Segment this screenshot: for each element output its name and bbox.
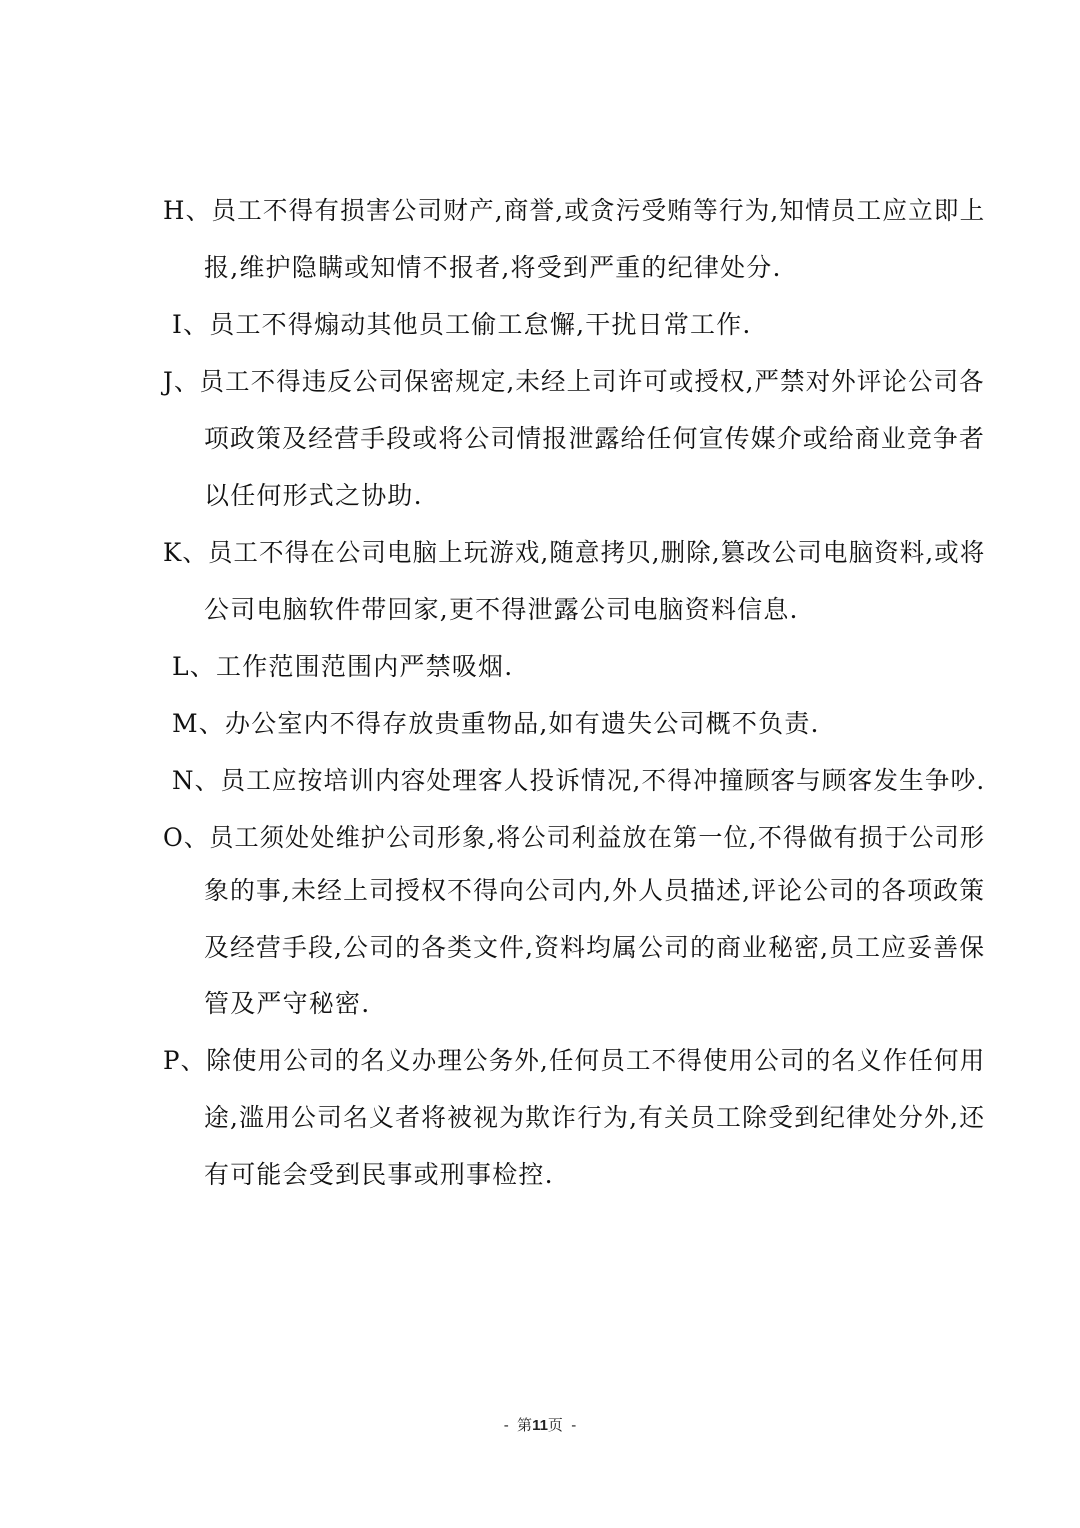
rule-line: 有可能会受到民事或刑事检控. [204,1160,554,1189]
rule-item-i [172,310,752,340]
rule-marker: H、 [163,196,212,225]
rule-marker: O、 [163,823,210,852]
rule-item-k [163,538,985,568]
rule-marker: M、 [172,709,225,738]
rule-item-h [163,196,985,226]
rule-marker: P、 [163,1046,207,1075]
rule-line: 员工不得有损害公司财产,商誉,或贪污受贿等行为,知情员工应立即上 [211,196,986,225]
rule-item-l [172,652,513,682]
rule-line: 公司电脑软件带回家,更不得泄露公司电脑资料信息. [204,595,799,624]
footer-suffix: 页 - [547,1417,577,1434]
rule-marker: L、 [172,652,217,681]
rule-line: 除使用公司的名义办理公务外,任何员工不得使用公司的名义作任何用 [206,1046,986,1075]
rule-line: 途,滥用公司名义者将被视为欺诈行为,有关员工除受到纪律处分外,还 [204,1103,986,1132]
rule-item-o [163,823,985,853]
rule-line: 员工须处处维护公司形象,将公司利益放在第一位,不得做有损于公司形 [209,823,986,852]
rule-line: 员工不得在公司电脑上玩游戏,随意拷贝,删除,篡改公司电脑资料,或将 [207,538,986,567]
rule-item-n [172,766,985,796]
rule-item-p [163,1046,985,1076]
page-footer [0,1416,1080,1436]
rule-marker: K、 [163,538,208,567]
rule-line: 员工不得违反公司保密规定,未经上司许可或授权,严禁对外评论公司各 [199,367,985,396]
rule-line: 办公室内不得存放贵重物品,如有遗失公司概不负责. [225,709,820,738]
rule-item-m [172,709,820,739]
rule-line: 员工应按培训内容处理客人投诉情况,不得冲撞顾客与顾客发生争吵. [220,766,986,795]
rule-line: 管及严守秘密. [204,989,371,1018]
rule-line: 工作范围范围内严禁吸烟. [216,652,514,681]
rule-line: 象的事,未经上司授权不得向公司内,外人员描述,评论公司的各项政策 [204,876,986,905]
footer-prefix: - 第 [503,1417,533,1434]
rule-item-j [163,367,985,397]
rule-marker: N、 [172,766,221,795]
rule-line: 员工不得煽动其他员工偷工怠懈,干扰日常工作. [209,310,752,339]
rule-line: 项政策及经营手段或将公司情报泄露给任何宣传媒介或给商业竞争者 [204,424,986,453]
rule-line: 及经营手段,公司的各类文件,资料均属公司的商业秘密,员工应妥善保 [204,933,986,962]
rule-marker: I、 [172,310,210,339]
page-number: 11 [532,1417,548,1434]
rule-line: 以任何形式之协助. [204,481,423,510]
rule-line: 报,维护隐瞒或知情不报者,将受到严重的纪律处分. [204,253,782,282]
rule-marker: J、 [163,367,200,396]
